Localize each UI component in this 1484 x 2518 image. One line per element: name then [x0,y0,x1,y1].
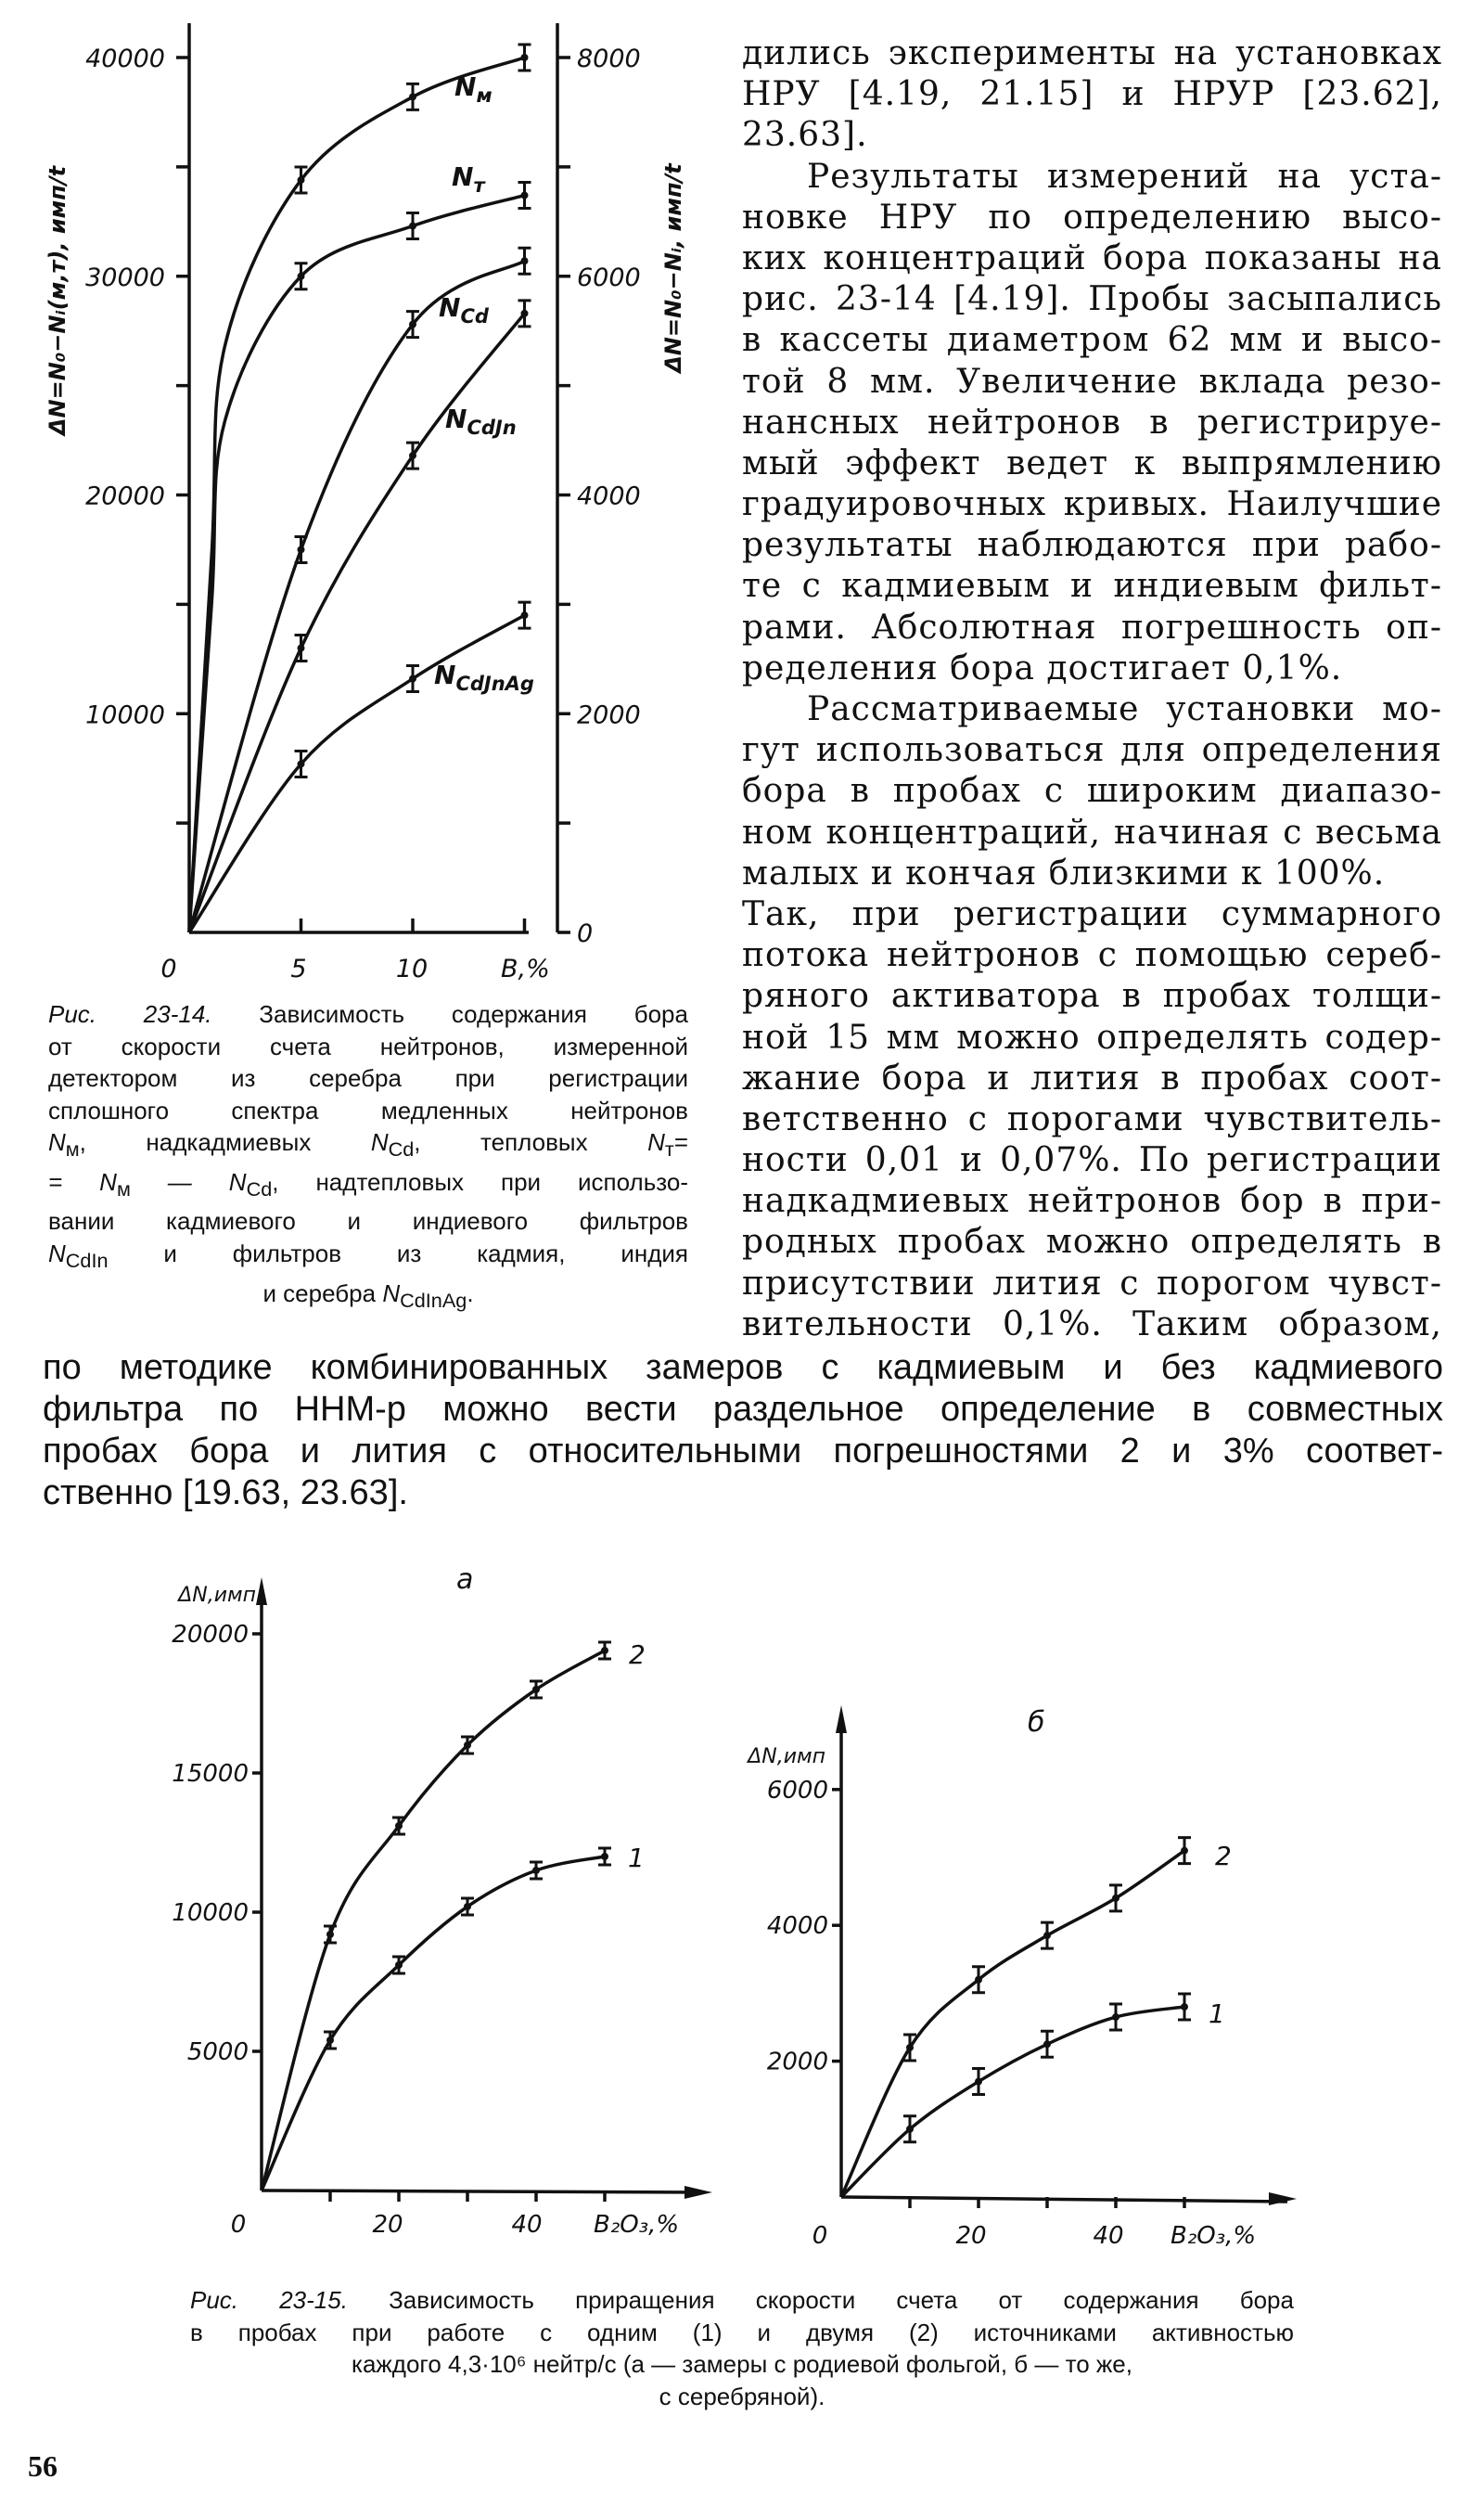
data-point [532,1686,540,1693]
y-tick-label: 2000 [766,2048,828,2076]
data-point [409,675,416,683]
caption-text: , надтепловых при использо- [272,1167,688,1196]
data-point [1043,2040,1051,2048]
series-label: 2 [1215,1841,1232,1871]
symbol-sub: Cd [388,1137,415,1162]
data-point [298,760,305,767]
caption-text: и фильтров из кадмия, индия [108,1239,688,1267]
text-line: Результаты измерений на уста- [807,157,1442,196]
text-line: фильтра по ННМ-р можно вести раздельное определение в совместных [43,1390,1443,1429]
series-label [434,660,534,695]
data-point [298,273,305,280]
figure-23-14-caption [48,998,688,1317]
text-line: ряного активатора в пробах толщи- [742,977,1442,1016]
y-tick-label: 6000 [766,1776,828,1805]
symbol: N [48,1239,66,1267]
caption-text: = [673,1128,688,1156]
data-point [409,93,416,100]
text-line: в кассеты диаметром 62 мм и высо- [742,321,1442,360]
x-axis-label: B₂O₃,% [594,2211,680,2239]
data-point [464,1741,471,1749]
data-point [1112,2013,1119,2021]
data-point [464,1903,471,1910]
series-label [452,161,486,197]
data-point [395,1822,403,1830]
series-subscript: CdJn [467,417,517,439]
text-line: ности 0,01 и 0,07%. По регистрации [742,1141,1442,1180]
caption-text: от скорости счета нейтронов, измеренной [48,1032,688,1060]
y-axis-label: ΔN,имп [178,1584,256,1607]
series-name: N [434,660,456,690]
text-line: родных пробах можно определять в [742,1223,1442,1262]
x-axis [841,2197,1287,2202]
y-tick-label: 20000 [172,1621,249,1649]
y2-tick-label: 6000 [577,263,641,292]
caption-text [48,1238,688,1278]
caption-text [48,1166,688,1206]
y-tick-label: 5000 [186,2038,249,2066]
panel-label: б [1028,1706,1045,1739]
data-point [521,192,529,199]
y2-tick-label: 4000 [577,482,641,511]
symbol-sub: м [65,1137,80,1162]
symbol: N [647,1128,665,1156]
x-tick-label: 0 [230,2211,247,2239]
caption-text: и серебра [262,1278,383,1307]
data-point [1112,1895,1119,1902]
x-axis-arrow-icon [1269,2192,1297,2205]
text-line: Рассматриваемые установки мо- [807,690,1442,728]
y-tick-label: 15000 [172,1760,249,1788]
figure-23-15-caption [190,2284,1294,2412]
data-point [298,645,305,652]
x-tick-label: 20 [372,2211,403,2239]
x-tick-label: 10 [395,955,429,983]
x-tick-label: 40 [1093,2222,1124,2250]
text-line: Так, при регистрации суммарного [742,894,1442,933]
y2-tick-label: 8000 [577,45,641,73]
symbol: N [370,1128,389,1156]
series-label [454,71,493,107]
data-point [326,2036,334,2044]
text-line: по методике комбинированных замеров с кадмиевым и без кадмиевого [43,1348,1443,1387]
text-line: ких концентраций бора показаны на [742,238,1442,277]
text-line: новке НРУ по определению высо- [742,198,1442,237]
text-line: ственно [19.63, 23.63]. [43,1473,408,1512]
series-label: 2 [629,1639,646,1670]
data-point [521,310,529,317]
x-axis [262,2190,703,2192]
series-subscript: Cd [460,305,489,328]
series-line [262,1856,605,2190]
data-point [521,611,529,619]
symbol-sub: Cd [246,1176,273,1201]
symbol-sub: м [116,1176,131,1201]
data-point [975,1976,982,1984]
symbol-sub: CdInAg [400,1288,467,1312]
data-point [906,2126,914,2133]
y-tick-label: 30000 [85,263,165,292]
x-tick-label: 0 [160,955,177,983]
text-line: той 8 мм. Увеличение вклада резо- [742,362,1442,401]
caption-text: сплошного спектра медленных нейтронов [48,1096,688,1124]
caption-text: , надкадмиевых [79,1128,312,1156]
text-line: гут использоваться для определения [742,731,1442,770]
series-label: 1 [1209,1998,1225,2029]
y-tick-label: 40000 [85,45,165,73]
data-point [601,1853,608,1860]
text-line: малых и кончая близкими к 100%. [742,854,1386,893]
caption-text: Зависимость содержания бора [259,1000,688,1028]
series-line [262,1651,605,2190]
data-point [975,2078,982,2086]
text-line: потока нейтронов с помощью сереб- [742,936,1442,975]
text-line: градуировочных кривых. Наилучшие [742,485,1442,524]
body-text-column [742,33,1442,1345]
symbol: N [382,1278,401,1307]
body-text-full-width [43,1347,1443,1514]
caption-text: вании кадмиевого и индиевого фильтров [48,1207,688,1236]
data-point [395,1961,403,1969]
text-line: ном концентраций, начиная с весьма [742,813,1442,852]
x-tick-label: 40 [511,2211,543,2239]
text-line: ной 15 мм можно определять содер- [742,1018,1442,1057]
data-point [1043,1932,1051,1939]
caption-text [48,1278,688,1317]
panel-label: а [456,1563,474,1596]
series-label [439,292,490,328]
text-line: НРУ [4.19, 21.15] и НРУР [23.62], [742,75,1442,114]
series-label [445,404,517,439]
y-tick-label: 10000 [172,1899,249,1927]
symbol: N [48,1128,66,1156]
y2-axis-label: ΔN=N₀−Nᵢ, имп/t [660,163,686,373]
caption-text: . [467,1278,474,1307]
data-point [298,546,305,553]
x-axis-arrow-icon [684,2186,712,2199]
data-point [326,1931,334,1938]
series-name: N [454,71,477,102]
text-line: рис. 23-14 [4.19]. Пробы засыпались [742,280,1442,319]
symbol-sub: т [664,1137,674,1162]
caption-label: Рис. 23-15. [190,2286,348,2314]
caption-text: каждого 4,3·10⁶ нейтр/с (а — замеры с родиевой фольгой, б — то же, [352,2350,1132,2378]
caption-text [48,1126,688,1166]
data-point [601,1647,608,1654]
text-line: ределения бора достигает 0,1%. [742,649,1343,687]
caption-text: детектором из серебра при регистрации [48,1064,688,1092]
data-point [1181,2003,1188,2011]
data-point [409,452,416,459]
data-point [1181,1847,1188,1855]
series-line [189,261,525,932]
series-line [189,314,525,932]
x-tick-label: 20 [955,2222,987,2250]
y-axis-arrow-icon [836,1705,847,1733]
series-subscript: т [473,174,485,197]
text-line: те с кадмиевым и индиевым фильт- [742,567,1442,606]
text-line: рами. Абсолютная погрешность оп- [742,608,1442,647]
series-name: N [452,161,474,192]
series-line [189,615,525,932]
text-line: жание бора и лития в пробах соот- [742,1059,1442,1098]
series-line [841,2007,1184,2197]
series-name: N [445,404,467,434]
series-label: 1 [628,1843,645,1873]
text-line: пробах бора и лития с относительными погрешностями 2 и 3% соответ- [43,1432,1443,1471]
text-line: бора в пробах с широким диапазо- [742,772,1442,811]
data-point [532,1867,540,1874]
text-line: дились эксперименты на установках [742,34,1442,72]
data-point [409,223,416,230]
symbol: — N [130,1167,247,1196]
y-tick-label: 10000 [85,700,165,730]
text-line: присутствии лития с порогом чувст- [742,1264,1442,1303]
y-tick-label: 4000 [766,1912,828,1941]
caption-text: Зависимость приращения скорости счета от содержания бора [389,2286,1294,2314]
data-point [409,321,416,328]
symbol-sub: CdIn [65,1249,109,1273]
caption-text: в пробах при работе с одним (1) и двумя (2) источниками активностью [190,2318,1294,2346]
text-line: результаты наблюдаются при рабо- [742,526,1442,565]
x-tick-label: 0 [812,2222,828,2250]
data-point [521,257,529,264]
page-number: 56 [28,2449,58,2483]
data-point [521,54,529,61]
y2-tick-label: 0 [577,919,594,948]
text-line: вительности 0,1%. Таким образом, [742,1304,1442,1343]
series-subscript: CdJnAg [455,673,534,695]
y2-tick-label: 2000 [577,700,641,730]
data-point [906,2044,914,2051]
text-line: 23.63]. [742,116,868,155]
y-tick-label: 20000 [85,482,165,511]
series-name: N [439,292,461,323]
caption-text: , тепловых [414,1128,588,1156]
caption-label: Рис. 23-14. [48,1000,212,1028]
symbol: = N [48,1167,117,1196]
y-axis-label: ΔN,имп [748,1745,825,1768]
x-axis-label: B,% [501,955,550,983]
y-axis-label: ΔN=N₀−Nᵢ(м,т), имп/t [45,165,70,436]
y-axis-arrow-icon [256,1577,267,1605]
text-line: нансных нейтронов в регистрируе- [742,403,1442,442]
caption-text: с серебряной). [659,2382,825,2410]
x-axis-label: B₂O₃,% [1171,2222,1257,2250]
series-subscript: м [476,84,493,107]
text-line: мый эффект ведет к выпрямлению [742,443,1442,482]
data-point [298,176,305,184]
text-line: надкадмиевых нейтронов бор в при- [742,1182,1442,1221]
x-tick-label: 5 [290,955,307,983]
text-line: ветственно с порогами чувствитель- [742,1099,1442,1138]
